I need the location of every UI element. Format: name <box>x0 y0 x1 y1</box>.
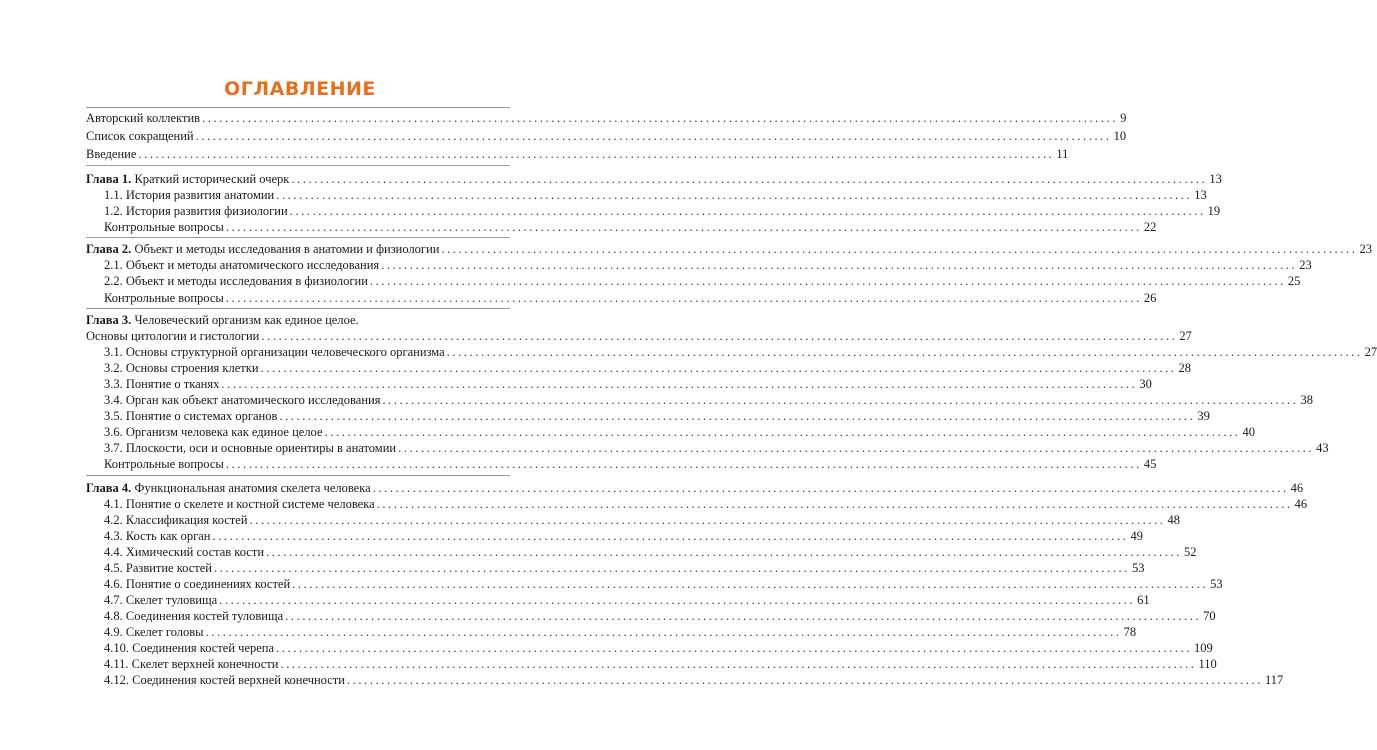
toc-entry-text: 3.4. Орган как объект анатомического исследования <box>104 393 381 407</box>
toc-entry-text: 4.12. Соединения костей верхней конечности <box>104 673 345 687</box>
page-number: 52 <box>1184 545 1197 559</box>
toc-entry[interactable] <box>104 392 1313 408</box>
toc-entry-label <box>104 424 323 440</box>
toc-entry-label <box>104 290 224 306</box>
toc-entry-label <box>104 640 274 656</box>
dot-leader: ................................................................................................................................................................ <box>372 481 1289 495</box>
toc-entry-label <box>86 171 289 187</box>
toc-entry-label <box>104 408 277 424</box>
page-number: 9 <box>1120 111 1127 125</box>
page-number: 11 <box>1056 147 1069 161</box>
divider <box>86 165 510 166</box>
toc-entry-text: Авторский коллектив <box>86 111 201 125</box>
toc-entry-text: Список сокращений <box>86 129 194 143</box>
page-number: 70 <box>1203 609 1216 623</box>
toc-entry-text: Контрольные вопросы <box>104 220 224 234</box>
page-number: 27 <box>1179 329 1192 343</box>
toc-entry[interactable] <box>104 273 1301 289</box>
page-number: 49 <box>1130 529 1143 543</box>
dot-leader: ................................................................................................................................................................ <box>279 409 1196 423</box>
toc-entry[interactable] <box>104 203 1221 219</box>
toc-entry-text: Контрольные вопросы <box>104 291 224 305</box>
toc-entry-label <box>104 608 283 624</box>
toc-entry-label <box>104 576 290 592</box>
dot-leader: ................................................................................................................................................................ <box>195 129 1112 143</box>
toc-entry[interactable] <box>104 376 1152 392</box>
page-number: 19 <box>1207 204 1221 218</box>
dot-leader: ................................................................................................................................................................ <box>346 673 1263 687</box>
dot-leader: ................................................................................................................................................................ <box>398 441 1315 455</box>
page-number: 53 <box>1131 561 1145 575</box>
toc-entry-text: 4.3. Кость как орган <box>104 529 211 543</box>
toc-entry-label <box>86 128 194 144</box>
page-number: 109 <box>1194 641 1213 655</box>
toc-entry[interactable] <box>104 440 1329 456</box>
toc-entry-text: 4.11. Скелет верхней конечности <box>104 657 279 671</box>
toc-entry-label <box>104 376 219 392</box>
toc-entry[interactable] <box>86 171 1222 187</box>
toc-entry-text: Контрольные вопросы <box>104 457 224 471</box>
dot-leader: ................................................................................................................................................................ <box>381 258 1298 272</box>
toc-entry-label <box>104 560 212 576</box>
dot-leader: ................................................................................................................................................................ <box>324 425 1241 439</box>
toc-entry[interactable] <box>104 592 1150 608</box>
toc-entry[interactable] <box>104 640 1213 656</box>
divider <box>86 475 510 476</box>
dot-leader: ................................................................................................................................................................ <box>441 242 1358 256</box>
page-number: 23 <box>1359 242 1372 256</box>
page-number: 22 <box>1143 220 1157 234</box>
page-number: 43 <box>1316 441 1329 455</box>
toc-entry-label <box>104 440 396 456</box>
toc-entry[interactable] <box>104 528 1143 544</box>
page-number: 78 <box>1123 625 1137 639</box>
dot-leader: ................................................................................................................................................................ <box>225 291 1142 305</box>
dot-leader: ................................................................................................................................................................ <box>213 561 1130 575</box>
page-number: 61 <box>1137 593 1150 607</box>
dot-leader: ................................................................................................................................................................ <box>260 361 1177 375</box>
page-number: 38 <box>1300 393 1313 407</box>
dot-leader: ................................................................................................................................................................ <box>266 545 1183 559</box>
toc-entry[interactable] <box>104 608 1216 624</box>
toc-entry-text: 3.2. Основы строения клетки <box>104 361 259 375</box>
dot-leader: ................................................................................................................................................................ <box>261 329 1178 343</box>
toc-entry[interactable] <box>104 187 1207 203</box>
page-number: 46 <box>1294 497 1308 511</box>
dot-leader: ................................................................................................................................................................ <box>369 274 1286 288</box>
dot-leader: ................................................................................................................................................................ <box>219 593 1136 607</box>
page-number: 23 <box>1299 258 1312 272</box>
toc-entry-text: 4.9. Скелет головы <box>104 625 204 639</box>
divider <box>86 308 510 309</box>
dot-leader: ................................................................................................................................................................ <box>138 147 1055 161</box>
toc-entry-text: 3.7. Плоскости, оси и основные ориентиры в анатомии <box>104 441 397 455</box>
toc-entry-text: 2.1. Объект и методы анатомического исследования <box>104 258 380 272</box>
page-number: 25 <box>1287 274 1301 288</box>
page-number: 27 <box>1364 345 1377 359</box>
toc-entry[interactable] <box>86 480 1304 496</box>
dot-leader: ................................................................................................................................................................ <box>285 609 1202 623</box>
toc-entry-text: 4.7. Скелет туловища <box>104 593 218 607</box>
toc-entry-label <box>104 187 274 203</box>
toc-entry[interactable] <box>86 110 1127 126</box>
toc-entry-text: Функциональная анатомия скелета человека <box>134 481 371 495</box>
page-number: 28 <box>1178 361 1192 375</box>
page-number: 39 <box>1197 409 1210 423</box>
toc-entry[interactable] <box>104 672 1284 688</box>
dot-leader: ................................................................................................................................................................ <box>249 513 1166 527</box>
toc-entry-label <box>104 456 224 472</box>
toc-entry[interactable] <box>104 496 1308 512</box>
toc-entry-text: 4.2. Классификация костей <box>104 513 248 527</box>
toc-entry-label <box>86 328 259 344</box>
toc-entry-label <box>104 496 375 512</box>
toc-entry-text: 4.4. Химический состав кости <box>104 545 265 559</box>
dot-leader: ................................................................................................................................................................ <box>292 577 1209 591</box>
toc-entry[interactable] <box>104 360 1192 376</box>
toc-entry-label <box>104 592 217 608</box>
divider <box>86 107 510 108</box>
toc-entry[interactable] <box>86 128 1127 144</box>
toc-entry[interactable] <box>104 408 1210 424</box>
dot-leader: ................................................................................................................................................................ <box>205 625 1122 639</box>
page-number: 46 <box>1290 481 1304 495</box>
toc-entry[interactable] <box>104 624 1137 640</box>
dot-leader: ................................................................................................................................................................ <box>382 393 1299 407</box>
toc-entry-text: Основы цитологии и гистологии <box>86 329 260 343</box>
toc-entry-text: 3.5. Понятие о системах органов <box>104 409 278 423</box>
page-number: 110 <box>1198 657 1217 671</box>
page-number: 13 <box>1209 172 1222 186</box>
toc-entry-label <box>104 203 288 219</box>
dot-leader: ................................................................................................................................................................ <box>289 204 1206 218</box>
page-number: 40 <box>1242 425 1256 439</box>
dot-leader: ................................................................................................................................................................ <box>291 172 1208 186</box>
toc-entry-label <box>104 273 368 289</box>
chapter-number: Глава 2. <box>86 242 132 256</box>
toc-entry-text: 3.6. Организм человека как единое целое <box>104 425 323 439</box>
dot-leader: ................................................................................................................................................................ <box>276 188 1193 202</box>
page-number: 45 <box>1143 457 1157 471</box>
page-number: 10 <box>1113 129 1127 143</box>
page-number: 53 <box>1210 577 1223 591</box>
toc-entry-label <box>86 146 136 162</box>
toc-entry-label <box>104 528 210 544</box>
toc-entry-text: Объект и методы исследования в анатомии и физиологии <box>134 242 440 256</box>
chapter-number: Глава 4. <box>86 481 132 495</box>
divider <box>86 237 510 238</box>
toc-entry-label <box>104 624 204 640</box>
toc-entry-text: Введение <box>86 147 137 161</box>
toc-entry[interactable] <box>86 328 1192 344</box>
toc-entry-label <box>104 544 264 560</box>
toc-entry-label <box>104 257 379 273</box>
dot-leader: ................................................................................................................................................................ <box>212 529 1129 543</box>
toc-entry-text: 4.5. Развитие костей <box>104 561 212 575</box>
dot-leader: ................................................................................................................................................................ <box>280 657 1197 671</box>
toc-entry[interactable] <box>104 560 1145 576</box>
toc-entry[interactable] <box>104 544 1197 560</box>
toc-entry[interactable] <box>104 512 1181 528</box>
dot-leader: ................................................................................................................................................................ <box>376 497 1293 511</box>
toc-entry-label <box>86 480 371 496</box>
toc-entry-label <box>86 313 359 327</box>
dot-leader: ................................................................................................................................................................ <box>202 111 1119 125</box>
chapter-number: Глава 1. <box>86 172 132 186</box>
toc-entry-text: 1.1. История развития анатомии <box>104 188 275 202</box>
toc-entry[interactable] <box>104 456 1157 472</box>
toc-entry[interactable] <box>86 241 1372 257</box>
toc-entry-text: Краткий исторический очерк <box>134 172 290 186</box>
toc-entry-text: 3.3. Понятие о тканях <box>104 377 220 391</box>
dot-leader: ................................................................................................................................................................ <box>276 641 1193 655</box>
toc-entry-text: 3.1. Основы структурной организации человеческого организма <box>104 345 445 359</box>
dot-leader: ................................................................................................................................................................ <box>225 220 1142 234</box>
page-number: 117 <box>1264 673 1284 687</box>
chapter-number: Глава 3. <box>86 313 132 327</box>
toc-entry[interactable] <box>104 656 1217 672</box>
page-number: 26 <box>1143 291 1157 305</box>
page-title: ОГЛАВЛЕНИЕ <box>224 78 376 100</box>
toc-entry[interactable] <box>104 576 1223 592</box>
toc-entry-text: 4.1. Понятие о скелете и костной системе человека <box>104 497 375 511</box>
toc-entry-label <box>104 344 445 360</box>
toc-entry[interactable] <box>104 257 1312 273</box>
toc-entry-text: 2.2. Объект и методы исследования в физиологии <box>104 274 368 288</box>
toc-entry[interactable] <box>104 290 1157 306</box>
toc-entry-label <box>104 219 224 235</box>
dot-leader: ................................................................................................................................................................ <box>221 377 1138 391</box>
toc-entry[interactable] <box>104 344 1377 360</box>
toc-entry-label <box>86 241 439 257</box>
toc-entry[interactable] <box>86 312 359 328</box>
toc-entry-label <box>104 656 278 672</box>
toc-entry-text: Человеческий организм как единое целое. <box>134 313 359 327</box>
dot-leader: ................................................................................................................................................................ <box>225 457 1142 471</box>
toc-entry-text: 4.8. Соединения костей туловища <box>104 609 284 623</box>
toc-entry-label <box>104 360 259 376</box>
toc-entry[interactable] <box>86 146 1069 162</box>
page-number: 48 <box>1167 513 1181 527</box>
toc-entry[interactable] <box>104 424 1256 440</box>
toc-entry-label <box>104 672 345 688</box>
dot-leader: ................................................................................................................................................................ <box>446 345 1363 359</box>
toc-entry[interactable] <box>104 219 1157 235</box>
page-number: 30 <box>1139 377 1152 391</box>
toc-entry-text: 4.10. Соединения костей черепа <box>104 641 275 655</box>
toc-entry-label <box>104 392 380 408</box>
toc-entry-label <box>86 110 200 126</box>
toc-entry-text: 4.6. Понятие о соединениях костей <box>104 577 291 591</box>
page-number: 13 <box>1194 188 1207 202</box>
toc-entry-text: 1.2. История развития физиологии <box>104 204 288 218</box>
toc-entry-label <box>104 512 248 528</box>
